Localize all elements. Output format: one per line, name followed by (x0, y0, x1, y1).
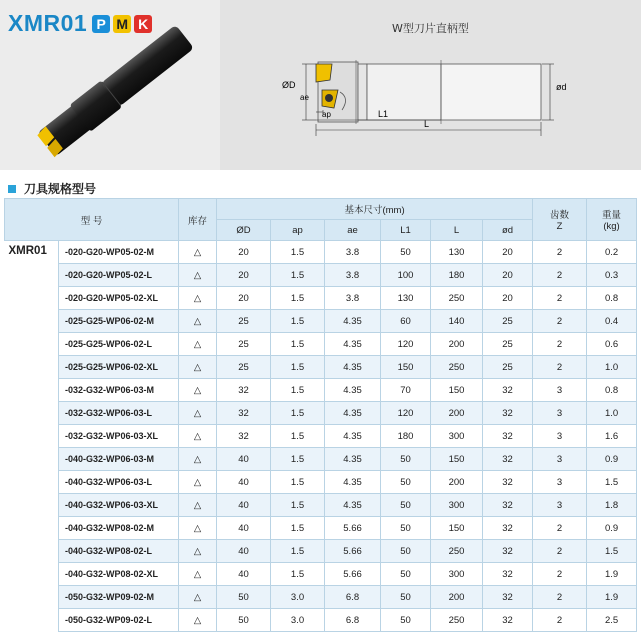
cell-ap: 1.5 (271, 425, 325, 448)
cell-d: 32 (483, 494, 533, 517)
cell-kg: 0.9 (587, 517, 637, 540)
header-stock: 库存 (179, 199, 217, 241)
material-badge-m: M (113, 15, 131, 33)
cell-ap: 1.5 (271, 517, 325, 540)
cell-l1: 50 (381, 471, 431, 494)
cell-z: 2 (533, 586, 587, 609)
cell-d: 25 (483, 333, 533, 356)
table-row (5, 494, 637, 517)
cell-d: 32 (483, 448, 533, 471)
cell-z: 2 (533, 310, 587, 333)
cell-stock: △ (179, 586, 217, 609)
cell-ap: 1.5 (271, 264, 325, 287)
cell-l1: 50 (381, 540, 431, 563)
product-title: XMR01 (8, 10, 88, 36)
cell-stock: △ (179, 517, 217, 540)
cell-kg: 0.9 (587, 448, 637, 471)
table-row (5, 563, 637, 586)
cell-z: 3 (533, 402, 587, 425)
cell-d: 32 (483, 402, 533, 425)
model-cell: -040-G32-WP08-02-XL (59, 563, 179, 586)
header-model: 型 号 (5, 199, 179, 241)
cell-ae: 3.8 (325, 287, 381, 310)
label-ap: ap (322, 110, 331, 119)
cell-d: 32 (483, 517, 533, 540)
cell-d: 25 (217, 310, 271, 333)
cell-l1: 120 (381, 333, 431, 356)
header-dim-3: L1 (381, 220, 431, 241)
cell-stock: △ (179, 241, 217, 264)
cell-l: 200 (431, 471, 483, 494)
cell-z: 2 (533, 563, 587, 586)
model-cell: -040-G32-WP08-02-L (59, 540, 179, 563)
cell-l: 250 (431, 287, 483, 310)
cell-ae: 5.66 (325, 563, 381, 586)
cell-d: 25 (217, 356, 271, 379)
cell-d: 32 (217, 402, 271, 425)
cell-d: 50 (217, 586, 271, 609)
section-title: 刀具规格型号 (24, 182, 97, 196)
cell-ae: 4.35 (325, 471, 381, 494)
cell-z: 2 (533, 241, 587, 264)
table-row (5, 402, 637, 425)
cell-d: 32 (483, 586, 533, 609)
cell-ap: 1.5 (271, 494, 325, 517)
cell-ae: 3.8 (325, 241, 381, 264)
drawing-title: W型刀片直柄型 (392, 22, 469, 35)
table-row (5, 609, 637, 632)
table-row (5, 517, 637, 540)
cell-l: 140 (431, 310, 483, 333)
cell-ap: 1.5 (271, 333, 325, 356)
cell-z: 3 (533, 448, 587, 471)
cell-ap: 1.5 (271, 356, 325, 379)
model-cell: -050-G32-WP09-02-M (59, 586, 179, 609)
cell-l: 250 (431, 356, 483, 379)
cell-z: 3 (533, 494, 587, 517)
dimension-drawing (220, 0, 641, 170)
table-row (5, 586, 637, 609)
cell-d: 25 (483, 356, 533, 379)
cell-ae: 4.35 (325, 310, 381, 333)
cell-d: 32 (483, 471, 533, 494)
label-l: L (424, 119, 430, 129)
header-dim-0: ØD (217, 220, 271, 241)
cell-l: 180 (431, 264, 483, 287)
cell-l1: 180 (381, 425, 431, 448)
cell-d: 40 (217, 563, 271, 586)
cell-kg: 1.0 (587, 402, 637, 425)
cell-stock: △ (179, 402, 217, 425)
cell-l1: 50 (381, 448, 431, 471)
header-teeth-label: 齿数 (550, 210, 570, 221)
cell-kg: 0.4 (587, 310, 637, 333)
table-row (5, 448, 637, 471)
cell-ap: 3.0 (271, 586, 325, 609)
cell-ap: 1.5 (271, 563, 325, 586)
cell-l1: 130 (381, 287, 431, 310)
model-cell: -020-G20-WP05-02-XL (59, 287, 179, 310)
cell-d: 32 (217, 379, 271, 402)
section-marker (8, 185, 16, 193)
section-heading (8, 180, 96, 197)
model-cell: -040-G32-WP06-03-M (59, 448, 179, 471)
cell-z: 2 (533, 333, 587, 356)
cell-stock: △ (179, 494, 217, 517)
cell-ap: 1.5 (271, 448, 325, 471)
cell-kg: 1.8 (587, 494, 637, 517)
header-dim-5: ød (483, 220, 533, 241)
cell-z: 3 (533, 425, 587, 448)
label-l1: L1 (378, 109, 389, 119)
cell-ap: 3.0 (271, 609, 325, 632)
cell-d: 40 (217, 540, 271, 563)
header-weight-unit: (kg) (603, 221, 620, 232)
cell-stock: △ (179, 287, 217, 310)
cell-kg: 1.9 (587, 586, 637, 609)
model-cell: -050-G32-WP09-02-L (59, 609, 179, 632)
cell-kg: 0.8 (587, 287, 637, 310)
cell-z: 2 (533, 287, 587, 310)
table-row (5, 356, 637, 379)
cell-stock: △ (179, 264, 217, 287)
cell-d: 40 (217, 448, 271, 471)
cell-l: 300 (431, 425, 483, 448)
cell-ae: 4.35 (325, 402, 381, 425)
model-cell: -025-G25-WP06-02-XL (59, 356, 179, 379)
product-header-panel (0, 0, 641, 170)
cell-ae: 6.8 (325, 609, 381, 632)
cell-kg: 0.6 (587, 333, 637, 356)
cell-d: 20 (217, 241, 271, 264)
header-teeth-unit: Z (556, 221, 563, 232)
model-cell: -040-G32-WP08-02-M (59, 517, 179, 540)
cell-d: 40 (217, 471, 271, 494)
cell-d: 32 (217, 425, 271, 448)
cell-l: 300 (431, 494, 483, 517)
cell-l: 200 (431, 402, 483, 425)
cell-l1: 50 (381, 609, 431, 632)
cell-d: 32 (483, 540, 533, 563)
cell-l1: 50 (381, 517, 431, 540)
cell-ae: 4.35 (325, 379, 381, 402)
label-od-big: ØD (282, 80, 296, 90)
table-row (5, 310, 637, 333)
cell-l: 150 (431, 448, 483, 471)
cell-d: 20 (217, 264, 271, 287)
cell-d: 20 (483, 264, 533, 287)
material-badge-k: K (134, 15, 152, 33)
header-weight-label: 重量 (602, 210, 622, 221)
cell-kg: 1.5 (587, 471, 637, 494)
cell-l: 150 (431, 517, 483, 540)
cell-stock: △ (179, 425, 217, 448)
cell-l1: 100 (381, 264, 431, 287)
cell-ae: 4.35 (325, 425, 381, 448)
cell-d: 40 (217, 494, 271, 517)
cell-l1: 50 (381, 241, 431, 264)
cell-d: 25 (483, 310, 533, 333)
model-cell: -032-G32-WP06-03-XL (59, 425, 179, 448)
cell-l: 150 (431, 379, 483, 402)
model-cell: -025-G25-WP06-02-L (59, 333, 179, 356)
cell-l1: 120 (381, 402, 431, 425)
table-row (5, 287, 637, 310)
cell-l: 200 (431, 586, 483, 609)
cell-kg: 2.5 (587, 609, 637, 632)
cell-d: 20 (483, 287, 533, 310)
cell-l1: 50 (381, 494, 431, 517)
cell-stock: △ (179, 609, 217, 632)
cell-l: 300 (431, 563, 483, 586)
cell-kg: 1.0 (587, 356, 637, 379)
cell-z: 2 (533, 517, 587, 540)
table-row (5, 425, 637, 448)
cell-ap: 1.5 (271, 402, 325, 425)
cell-stock: △ (179, 333, 217, 356)
cell-ap: 1.5 (271, 310, 325, 333)
cell-ae: 6.8 (325, 586, 381, 609)
model-cell: -025-G25-WP06-02-M (59, 310, 179, 333)
cell-kg: 0.8 (587, 379, 637, 402)
product-photo-panel (0, 0, 220, 170)
cell-d: 32 (483, 563, 533, 586)
model-cell: -040-G32-WP06-03-L (59, 471, 179, 494)
model-cell: -032-G32-WP06-03-L (59, 402, 179, 425)
cell-d: 20 (217, 287, 271, 310)
cell-stock: △ (179, 563, 217, 586)
header-dim-1: ap (271, 220, 325, 241)
tool-photo (0, 0, 220, 170)
cell-z: 3 (533, 379, 587, 402)
cell-kg: 0.2 (587, 241, 637, 264)
cell-stock: △ (179, 448, 217, 471)
cell-l1: 50 (381, 586, 431, 609)
cell-z: 2 (533, 264, 587, 287)
cell-ae: 4.35 (325, 356, 381, 379)
table-row (5, 379, 637, 402)
spec-table (4, 198, 637, 632)
table-row (5, 540, 637, 563)
cell-kg: 0.3 (587, 264, 637, 287)
cell-ap: 1.5 (271, 379, 325, 402)
cell-ap: 1.5 (271, 241, 325, 264)
cell-d: 50 (217, 609, 271, 632)
cell-l: 250 (431, 540, 483, 563)
header-dim-4: L (431, 220, 483, 241)
header-teeth (533, 199, 587, 241)
table-row (5, 471, 637, 494)
cell-l1: 70 (381, 379, 431, 402)
table-row (5, 264, 637, 287)
cell-ae: 4.35 (325, 494, 381, 517)
cell-kg: 1.9 (587, 563, 637, 586)
cell-stock: △ (179, 356, 217, 379)
cell-stock: △ (179, 540, 217, 563)
cell-l: 200 (431, 333, 483, 356)
model-cell: -032-G32-WP06-03-M (59, 379, 179, 402)
cell-z: 3 (533, 471, 587, 494)
model-cell: -040-G32-WP06-03-XL (59, 494, 179, 517)
cell-l1: 150 (381, 356, 431, 379)
spec-table-body (5, 241, 637, 632)
header-dim-2: ae (325, 220, 381, 241)
table-row (5, 333, 637, 356)
cell-l1: 60 (381, 310, 431, 333)
cell-d: 25 (217, 333, 271, 356)
cell-kg: 1.5 (587, 540, 637, 563)
label-ae: ae (300, 93, 309, 102)
cell-ap: 1.5 (271, 471, 325, 494)
cell-l1: 50 (381, 563, 431, 586)
cell-d: 32 (483, 379, 533, 402)
cell-stock: △ (179, 310, 217, 333)
header-dimensions: 基本尺寸(mm) (217, 199, 533, 220)
cell-ae: 3.8 (325, 264, 381, 287)
cell-ae: 5.66 (325, 517, 381, 540)
cell-ae: 5.66 (325, 540, 381, 563)
cell-kg: 1.6 (587, 425, 637, 448)
cell-ap: 1.5 (271, 287, 325, 310)
model-cell: -020-G20-WP05-02-M (59, 241, 179, 264)
header-weight (587, 199, 637, 241)
cell-z: 2 (533, 609, 587, 632)
material-badge-p: P (92, 15, 110, 33)
cell-stock: △ (179, 471, 217, 494)
cell-d: 32 (483, 425, 533, 448)
table-row (5, 241, 637, 264)
cell-z: 2 (533, 540, 587, 563)
model-cell: -020-G20-WP05-02-L (59, 264, 179, 287)
cell-z: 2 (533, 356, 587, 379)
cell-d: 32 (483, 609, 533, 632)
cell-ae: 4.35 (325, 448, 381, 471)
cell-l: 130 (431, 241, 483, 264)
cell-ae: 4.35 (325, 333, 381, 356)
cell-stock: △ (179, 379, 217, 402)
cell-l: 250 (431, 609, 483, 632)
label-od-small: ød (556, 82, 567, 92)
series-label: XMR01 (5, 241, 59, 632)
cell-d: 40 (217, 517, 271, 540)
cell-d: 20 (483, 241, 533, 264)
cell-ap: 1.5 (271, 540, 325, 563)
